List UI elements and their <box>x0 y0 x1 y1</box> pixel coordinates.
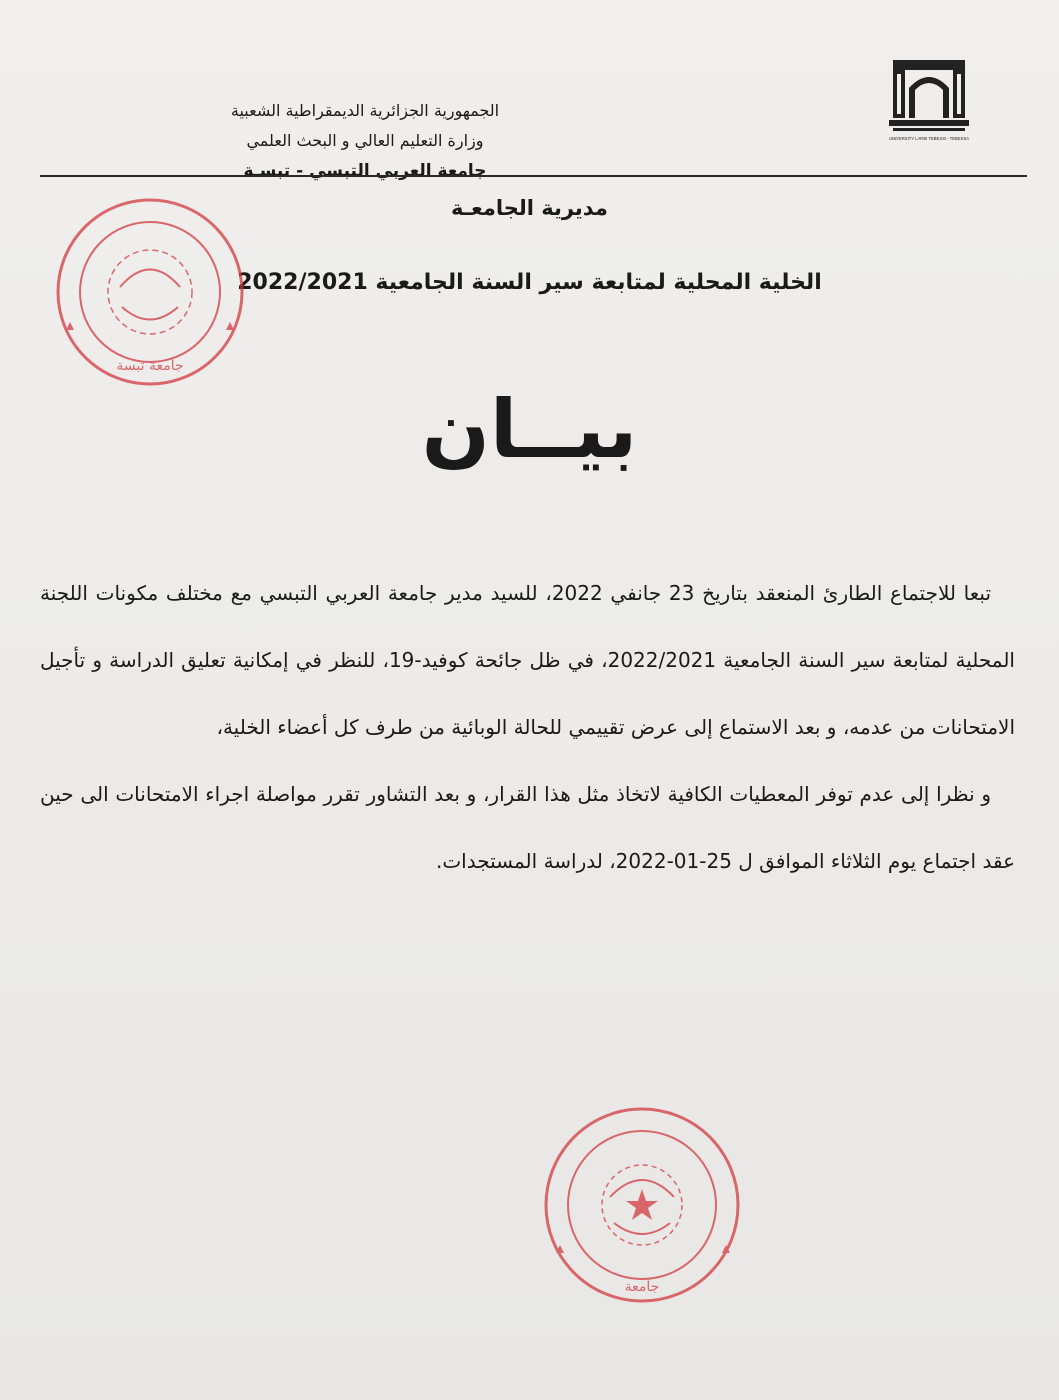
committee-title: الخلية المحلية لمتابعة سير السنة الجامعية 2022/2021 <box>237 270 822 295</box>
header-divider <box>40 175 1027 177</box>
official-stamp-icon <box>50 192 250 392</box>
body-paragraph: تبعا للاجتماع الطارئ المنعقد بتاريخ 23 جانفي 2022، للسيد مدير جامعة العربي التبسي مع مختلف مكونات اللجنة المحلية لمتابعة سير السنة الجامعية 2022/2021، في ظل جائحة كوفيد-19، للنظر في إمكانية تعليق الدراسة و تأجيل الامتحانات من عدمه، و بعد الاستماع إلى عرض تقييمي للحالة الوبائية من طرف كل أعضاء الخلية، <box>40 581 1015 739</box>
university-name: جامعة العربي التبسي - تبسـة <box>243 161 487 181</box>
stamp-label: جامعة تبسة <box>116 358 184 374</box>
directorate-title: مديرية الجامعـة <box>451 196 608 220</box>
ministry-name: وزارة التعليم العالي و البحث العلمي <box>246 131 484 150</box>
republic-name: الجمهورية الجزائرية الديمقراطية الشعبية <box>230 101 500 120</box>
logo-caption: UNIVERSITY LARBI TEBESSI - TEBESSA <box>888 136 970 141</box>
body-paragraph: و نظرا إلى عدم توفر المعطيات الكافية لاتخاذ مثل هذا القرار، و بعد التشاور تقرر مواصلة اجراء الامتحانات الى حين عقد اجتماع يوم الثلاثاء الموافق ل 25-01-2022، لدراسة المستجدات. <box>40 782 1015 873</box>
letterhead <box>40 96 690 186</box>
statement-title: بيــان <box>421 383 638 476</box>
official-stamp-icon <box>530 1105 755 1305</box>
stamp-label: جامعة <box>624 1279 660 1295</box>
statement-body <box>40 560 1015 895</box>
university-logo-icon <box>879 48 979 148</box>
